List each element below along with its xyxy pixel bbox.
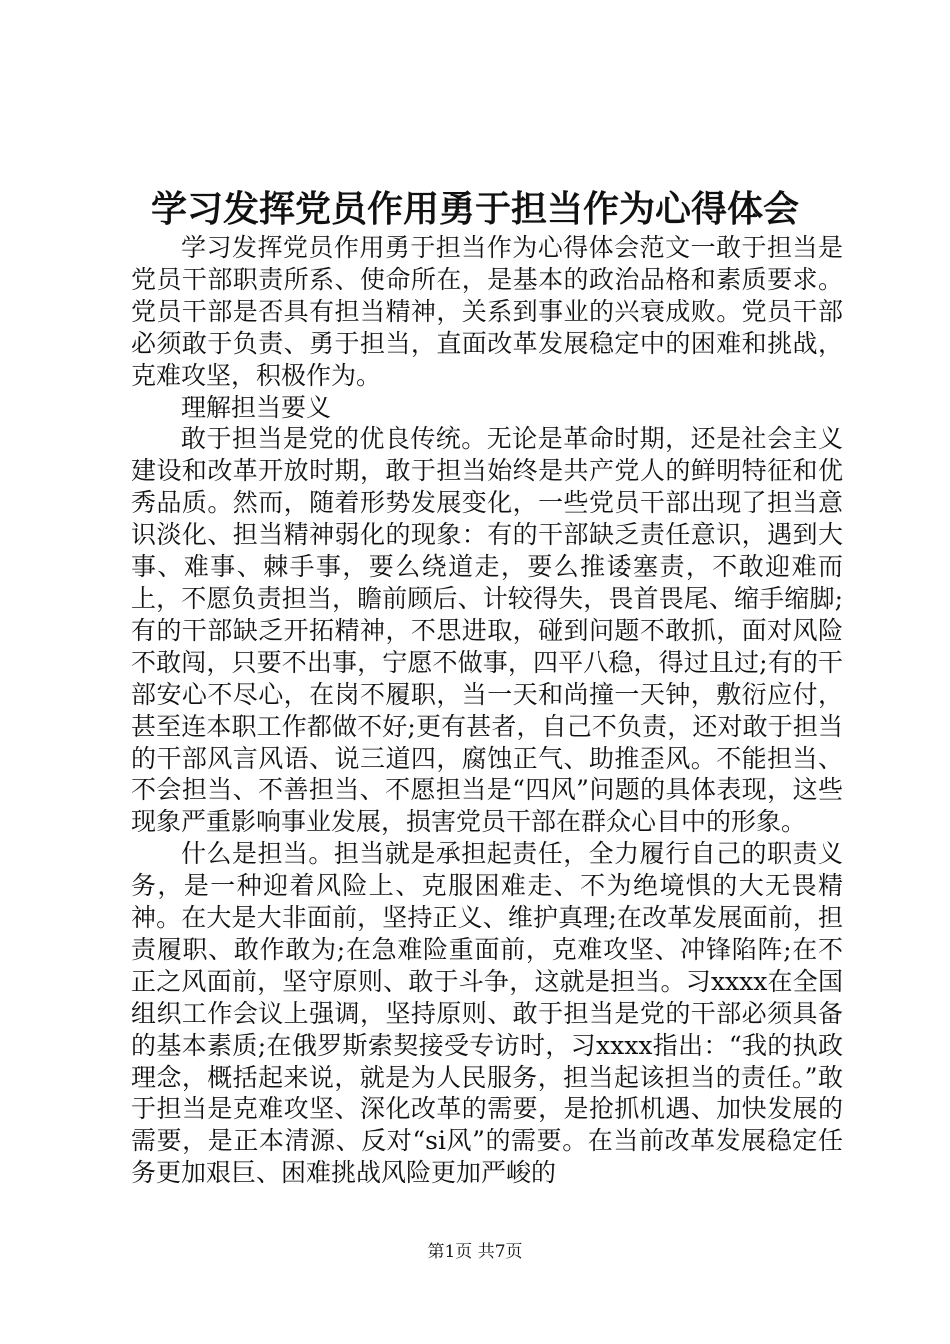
- paragraph-intro: 学习发挥党员作用勇于担当作为心得体会范文一敢于担当是党员干部职责所系、使命所在，是基本的政治品格和素质要求。党员干部是否具有担当精神，关系到事业的兴衰成败。党员干部必须敢于负责、勇于担当，直面改革发展稳定中的困难和挑战，克难攻坚，积极作为。: [131, 233, 843, 390]
- paragraph-what-is-responsibility: 什么是担当。担当就是承担起责任，全力履行自己的职责义务，是一种迎着风险上、克服困难走、不为绝境惧的大无畏精神。在大是大非面前，坚持正义、维护真理;在改革发展面前，担责履职、敢作敢为;在急难险重面前，克难攻坚、冲锋陷阵;在不正之风面前，坚守原则、敢于斗争，这就是担当。习xxxx在全国组织工作会议上强调，坚持原则、敢于担当是党的干部必须具备的基本素质;在俄罗斯索契接受专访时，习xxxx指出：“我的执政理念，概括起来说，就是为人民服务，担当起该担当的责任。”敢于担当是克难攻坚、深化改革的需要，是抢抓机遇、加快发展的需要，是正本清源、反对“si风”的需要。在当前改革发展稳定任务更加艰巨、困难挑战风险更加严峻的: [131, 839, 843, 1188]
- page-number-footer: 第1页 共7页: [427, 1242, 523, 1262]
- document-title: 学习发挥党员作用勇于担当作为心得体会: [150, 188, 799, 230]
- paragraph-subheading: 理解担当要义: [181, 392, 332, 422]
- paragraph-tradition: 敢于担当是党的优良传统。无论是革命时期，还是社会主义建设和改革开放时期，敢于担当始终是共产党人的鲜明特征和优秀品质。然而，随着形势发展变化，一些党员干部出现了担当意识淡化、担当精神弱化的现象：有的干部缺乏责任意识，遇到大事、难事、棘手事，要么绕道走，要么推诿塞责，不敢迎难而上，不愿负责担当，瞻前顾后、计较得失，畏首畏尾、缩手缩脚;有的干部缺乏开拓精神，不思进取，碰到问题不敢抓，面对风险不敢闯，只要不出事，宁愿不做事，四平八稳，得过且过;有的干部安心不尽心，在岗不履职，当一天和尚撞一天钟，敷衍应付，甚至连本职工作都做不好;更有甚者，自己不负责，还对敢于担当的干部风言风语、说三道四，腐蚀正气、助推歪风。不能担当、不会担当、不善担当、不愿担当是“四风”问题的具体表现，这些现象严重影响事业发展，损害党员干部在群众心目中的形象。: [131, 424, 843, 837]
- document-body: [131, 232, 843, 1189]
